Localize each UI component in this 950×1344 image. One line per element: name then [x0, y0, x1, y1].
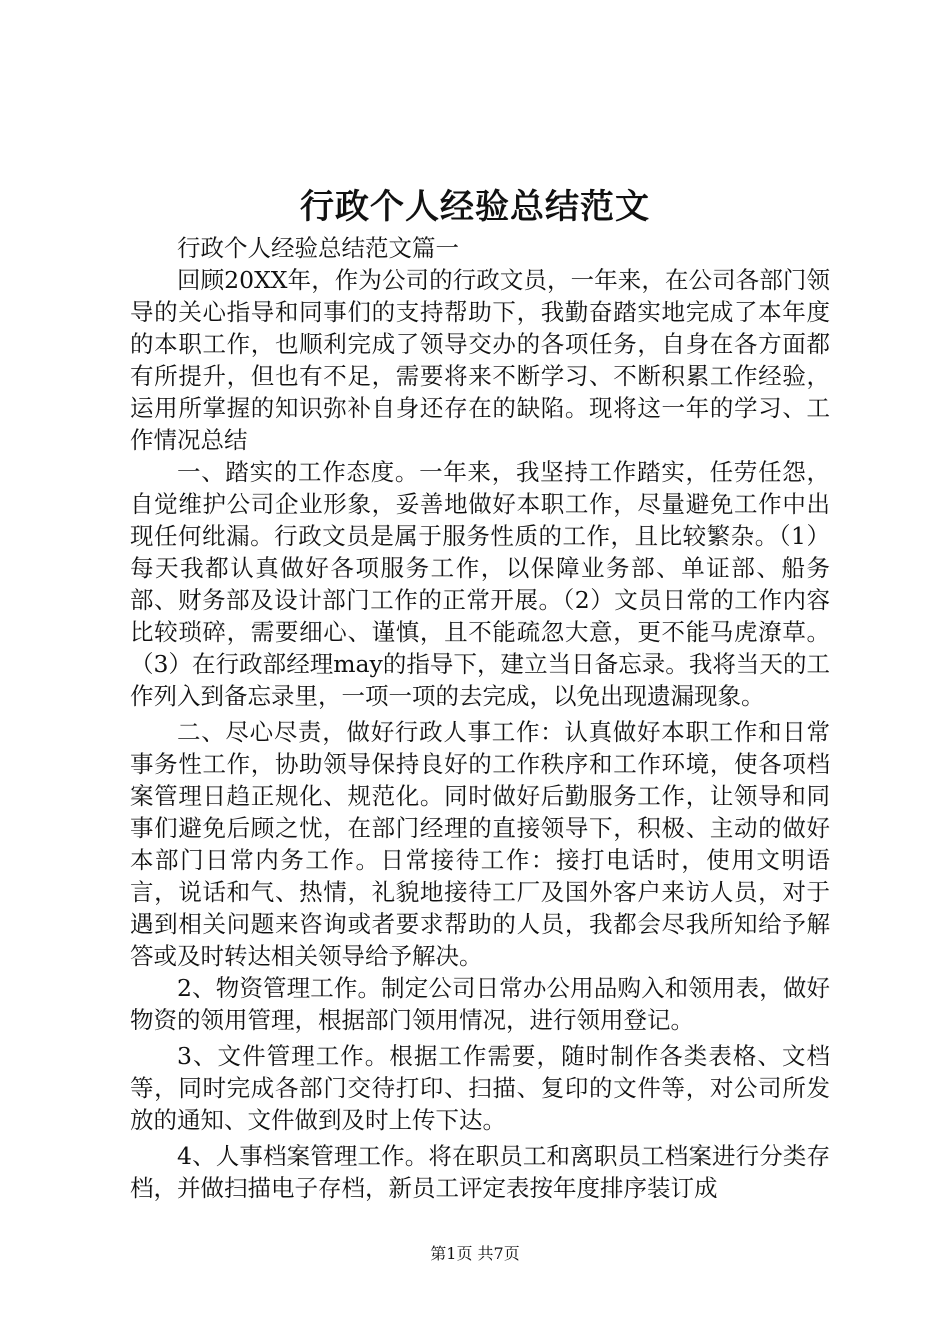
document-title: 行政个人经验总结范文: [300, 187, 650, 227]
paragraph-material-management: 2、物资管理工作。制定公司日常办公用品购入和领用表，做好物资的领用管理，根据部门领用情况，进行领用登记。: [130, 974, 830, 1034]
paragraph-intro: 回顾20XX年，作为公司的行政文员，一年来，在公司各部门领导的关心指导和同事们的支持帮助下，我勤奋踏实地完成了本年度的本职工作，也顺利完成了领导交办的各项任务，自身在各方面都有所提升，但也有不足，需要将来不断学习、不断积累工作经验，运用所掌握的知识弥补自身还存在的缺陷。现将这一年的学习、工作情况总结: [130, 266, 830, 454]
paragraph-work-attitude: 一、踏实的工作态度。一年来，我坚持工作踏实，任劳任怨，自觉维护公司企业形象，妥善地做好本职工作，尽量避免工作中出现任何纰漏。行政文员是属于服务性质的工作，且比较繁杂。（1）每天我都认真做好各项服务工作，以保障业务部、单证部、船务部、财务部及设计部门工作的正常开展。（2）文员日常的工作内容比较琐碎，需要细心、谨慎，且不能疏忽大意，更不能马虎潦草。（3）在行政部经理may的指导下，建立当日备忘录。我将当天的工作列入到备忘录里，一项一项的去完成，以免出现遗漏现象。: [130, 458, 830, 710]
section-heading: 行政个人经验总结范文篇一: [177, 234, 459, 262]
paragraph-file-management: 3、文件管理工作。根据工作需要，随时制作各类表格、文档等，同时完成各部门交待打印、扫描、复印的文件等，对公司所发放的通知、文件做到及时上传下达。: [130, 1042, 830, 1134]
page-number-footer: 第1页 共7页: [430, 1244, 520, 1263]
paragraph-admin-work: 二、尽心尽责，做好行政人事工作：认真做好本职工作和日常事务性工作，协助领导保持良好的工作秩序和工作环境，使各项档案管理日趋正规化、规范化。同时做好后勤服务工作，让领导和同事们避免后顾之忧，在部门经理的直接领导下，积极、主动的做好本部门日常内务工作。日常接待工作：接打电话时，使用文明语言，说话和气、热情，礼貌地接待工厂及国外客户来访人员，对于遇到相关问题来咨询或者要求帮助的人员，我都会尽我所知给予解答或及时转达相关领导给予解决。: [130, 718, 830, 970]
paragraph-personnel-archive: 4、人事档案管理工作。将在职员工和离职员工档案进行分类存档，并做扫描电子存档，新员工评定表按年度排序装订成: [130, 1142, 830, 1202]
document-body: [130, 232, 830, 1204]
